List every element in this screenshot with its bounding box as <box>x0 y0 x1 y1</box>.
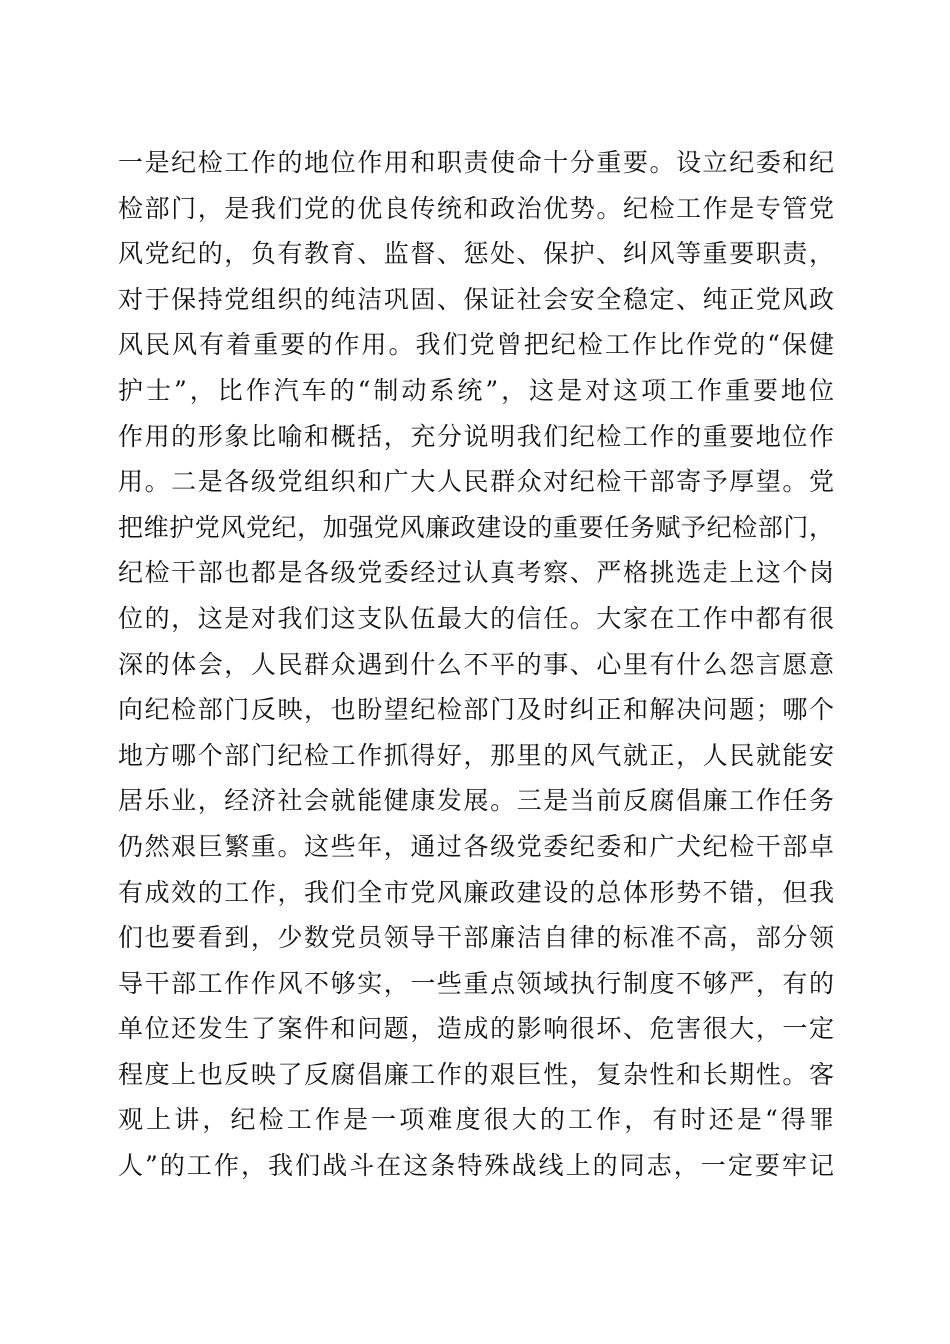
text-line: 风党纪的，负有教育、监督、惩处、保护、纠风等重要职责， <box>118 239 834 269</box>
text-line: 人”的工作，我们战斗在这条特殊战线上的同志，一定要牢记 <box>118 1151 834 1181</box>
text-line: 地方哪个部门纪检工作抓得好，那里的风气就正，人民就能安 <box>118 740 834 770</box>
text-line: 观上讲，纪检工作是一项难度很大的工作，有时还是“得罪 <box>118 1105 834 1135</box>
text-line: 护士”，比作汽车的“制动系统”，这是对这项工作重要地位 <box>118 375 834 405</box>
text-line: 仍然艰巨繁重。这些年，通过各级党委纪委和广犬纪检干部卓 <box>118 831 834 861</box>
text-line: 作用的形象比喻和概括，充分说明我们纪检工作的重要地位作 <box>118 421 834 451</box>
text-line: 用。二是各级党组织和广大人民群众对纪检干部寄予厚望。党 <box>118 467 834 497</box>
text-line: 程度上也反映了反腐倡廉工作的艰巨性，复杂性和长期性。客 <box>118 1059 834 1089</box>
text-line: 居乐业，经济社会就能健康发展。三是当前反腐倡廉工作任务 <box>118 786 834 816</box>
text-line: 有成效的工作，我们全市党风廉政建设的总体形势不错，但我 <box>118 877 834 907</box>
text-line: 一是纪检工作的地位作用和职责使命十分重要。设立纪委和纪 <box>118 148 834 177</box>
text-line: 对于保持党组织的纯洁巩固、保证社会安全稳定、纯正党风政 <box>118 284 834 314</box>
text-line: 向纪检部门反映，也盼望纪检部门及时纠正和解决问题；哪个 <box>118 695 834 725</box>
text-line: 导干部工作作风不够实，一些重点领域执行制度不够严，有的 <box>118 968 834 998</box>
text-line: 位的，这是对我们这支队伍最大的信任。大家在工作中都有很 <box>118 603 834 633</box>
text-line: 检部门，是我们党的优良传统和政治优势。纪检工作是专管党 <box>118 193 834 223</box>
text-line: 风民风有着重要的作用。我们党曾把纪检工作比作党的“保健 <box>118 330 834 360</box>
text-line: 纪检干部也都是各级党委经过认真考察、严格挑选走上这个岗 <box>118 558 834 588</box>
text-line: 深的体会，人民群众遇到什么不平的事、心里有什么怨言愿意 <box>118 649 834 679</box>
text-line: 单位还发生了案件和问题，造成的影响很坏、危害很大，一定 <box>118 1014 834 1044</box>
body-paragraph <box>118 140 834 1189</box>
text-line: 把维护党风党纪，加强党风廉政建设的重要任务赋予纪检部门， <box>118 512 834 542</box>
text-line: 们也要看到，少数党员领导干部廉洁自律的标准不高，部分领 <box>118 923 834 953</box>
